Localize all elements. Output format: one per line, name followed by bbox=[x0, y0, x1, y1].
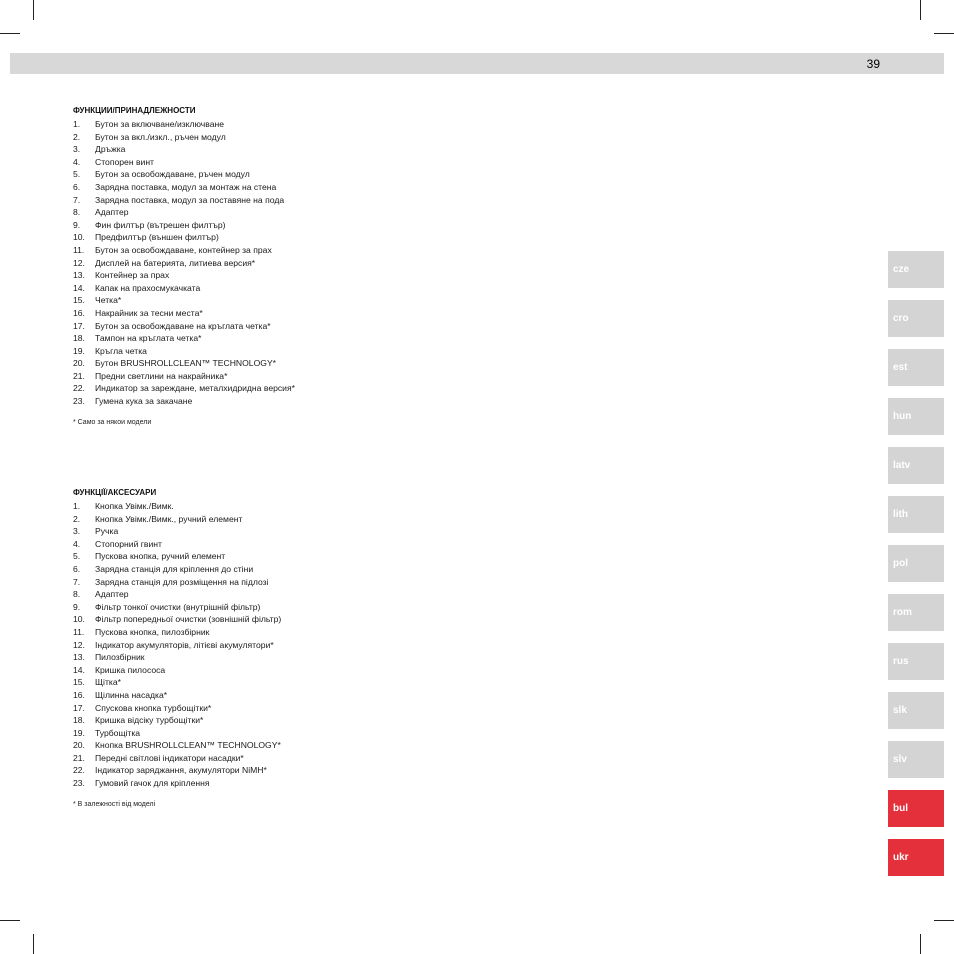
list-item bbox=[73, 702, 281, 715]
item-text: Спускова кнопка турбощітки* bbox=[95, 702, 212, 713]
list-item bbox=[73, 651, 281, 664]
item-number: 11. bbox=[73, 626, 85, 637]
list-item bbox=[73, 143, 295, 156]
item-text: Адаптер bbox=[95, 589, 129, 600]
tab-rom[interactable]: rom bbox=[888, 594, 944, 631]
item-number: 6. bbox=[73, 563, 81, 574]
list-item bbox=[73, 269, 295, 282]
list-item bbox=[73, 282, 295, 295]
list-item bbox=[73, 752, 281, 765]
item-number: 6. bbox=[73, 181, 81, 192]
item-number: 16. bbox=[73, 307, 85, 318]
list-item bbox=[73, 576, 281, 589]
list-item bbox=[73, 563, 281, 576]
item-text: Бутон за вкл./изкл., ръчен модул bbox=[95, 131, 226, 142]
item-number: 18. bbox=[73, 333, 85, 344]
item-text: Пускова кнопка, ручний елемент bbox=[95, 551, 226, 562]
list-item bbox=[73, 118, 295, 131]
list-item bbox=[73, 601, 281, 614]
tab-ukr[interactable]: ukr bbox=[888, 839, 944, 876]
item-text: Гумовий гачок для кріплення bbox=[95, 778, 210, 789]
item-text: Кришка відсіку турбощітки* bbox=[95, 715, 204, 726]
item-text: Предфилтър (външен филтър) bbox=[95, 232, 219, 243]
item-text: Гумена кука за закачане bbox=[95, 396, 193, 407]
item-number: 4. bbox=[73, 538, 81, 549]
header-bar bbox=[10, 53, 944, 74]
crop-mark bbox=[934, 920, 954, 921]
list-item bbox=[73, 345, 295, 358]
section-title: ФУНКЦИИ/ПРИНАДЛЕЖНОСТИ bbox=[73, 106, 196, 115]
item-text: Кнопка Увімк./Вимк. bbox=[95, 501, 174, 511]
list-item bbox=[73, 244, 295, 257]
list-item bbox=[73, 550, 281, 563]
item-text: Стопорен винт bbox=[95, 156, 154, 167]
item-text: Фільтр тонкої очистки (внутрішній фільтр) bbox=[95, 601, 261, 612]
tab-slv[interactable]: slv bbox=[888, 741, 944, 778]
item-text: Адаптер bbox=[95, 207, 129, 218]
list-item bbox=[73, 231, 295, 244]
list-item bbox=[73, 357, 295, 370]
item-number: 3. bbox=[73, 144, 81, 155]
list-item bbox=[73, 257, 295, 270]
item-number: 19. bbox=[73, 345, 85, 356]
item-text: Стопорний гвинт bbox=[95, 538, 162, 549]
item-number: 9. bbox=[73, 601, 81, 612]
item-text: Бутон за освобождаване на кръглата четка* bbox=[95, 320, 271, 331]
list-item bbox=[73, 294, 295, 307]
item-number: 22. bbox=[73, 765, 85, 776]
crop-mark bbox=[920, 0, 921, 20]
item-text: Бутон за включване/изключване bbox=[95, 119, 225, 129]
list-item bbox=[73, 168, 295, 181]
item-text: Кнопка Увімк./Вимк., ручний елемент bbox=[95, 513, 243, 524]
list-item bbox=[73, 525, 281, 538]
tab-slk[interactable]: slk bbox=[888, 692, 944, 729]
item-text: Капак на прахосмукачката bbox=[95, 282, 201, 293]
item-number: 23. bbox=[73, 778, 85, 789]
item-text: Ручка bbox=[95, 526, 119, 537]
tab-hun[interactable]: hun bbox=[888, 398, 944, 435]
item-number: 18. bbox=[73, 715, 85, 726]
item-number: 10. bbox=[73, 614, 85, 625]
list-item bbox=[73, 538, 281, 551]
item-number: 23. bbox=[73, 396, 85, 407]
footnote: * Само за някои модели bbox=[73, 418, 152, 426]
list-item bbox=[73, 588, 281, 601]
list-item bbox=[73, 332, 295, 345]
list-item bbox=[73, 727, 281, 740]
page-number: 39 bbox=[866, 57, 880, 71]
list-item bbox=[73, 689, 281, 702]
list-item bbox=[73, 626, 281, 639]
item-number: 1. bbox=[73, 501, 81, 511]
list-item bbox=[73, 370, 295, 383]
item-text: Дисплей на батерията, литиева версия* bbox=[95, 257, 256, 268]
list-item bbox=[73, 307, 295, 320]
crop-mark bbox=[920, 934, 921, 954]
tab-est[interactable]: est bbox=[888, 349, 944, 386]
item-text: Индикатор за зареждане, металхидридна версия* bbox=[95, 383, 295, 394]
list-item bbox=[73, 613, 281, 626]
item-number: 22. bbox=[73, 383, 85, 394]
list-item bbox=[73, 764, 281, 777]
item-text: Зарядна поставка, модул за монтаж на стена bbox=[95, 181, 277, 192]
item-number: 2. bbox=[73, 131, 81, 142]
tab-latv[interactable]: latv bbox=[888, 447, 944, 484]
crop-mark bbox=[934, 33, 954, 34]
item-text: Дръжка bbox=[95, 144, 126, 155]
item-number: 15. bbox=[73, 295, 85, 306]
list-item bbox=[73, 664, 281, 677]
item-number: 11. bbox=[73, 244, 85, 255]
item-text: Тампон на кръглата четка* bbox=[95, 333, 202, 344]
item-number: 8. bbox=[73, 207, 81, 218]
item-text: Кнопка BRUSHROLLCLEAN™ TECHNOLOGY* bbox=[95, 740, 281, 751]
item-number: 21. bbox=[73, 370, 85, 381]
item-text: Передні світлові індикатори насадки* bbox=[95, 752, 244, 763]
item-number: 15. bbox=[73, 677, 85, 688]
item-text: Щітка* bbox=[95, 677, 121, 688]
feature-list bbox=[73, 118, 295, 408]
item-text: Індикатор заряджання, акумулятори NiMH* bbox=[95, 765, 267, 776]
item-text: Зарядна станція для розміщення на підлозі bbox=[95, 576, 269, 587]
list-item bbox=[73, 219, 295, 232]
item-number: 13. bbox=[73, 652, 85, 663]
tab-bul[interactable]: bul bbox=[888, 790, 944, 827]
feature-list bbox=[73, 500, 281, 790]
item-number: 5. bbox=[73, 551, 81, 562]
item-number: 19. bbox=[73, 727, 85, 738]
item-text: Пускова кнопка, пилозбірник bbox=[95, 626, 210, 637]
list-item bbox=[73, 513, 281, 526]
item-number: 16. bbox=[73, 689, 85, 700]
item-number: 20. bbox=[73, 358, 85, 369]
list-item bbox=[73, 156, 295, 169]
item-number: 20. bbox=[73, 740, 85, 751]
list-item bbox=[73, 777, 281, 790]
item-number: 1. bbox=[73, 119, 81, 129]
item-number: 10. bbox=[73, 232, 85, 243]
list-item bbox=[73, 500, 281, 513]
list-item bbox=[73, 320, 295, 333]
item-number: 13. bbox=[73, 270, 85, 281]
item-number: 5. bbox=[73, 169, 81, 180]
list-item bbox=[73, 739, 281, 752]
item-number: 17. bbox=[73, 702, 85, 713]
section-bulgarian bbox=[73, 105, 295, 426]
item-number: 7. bbox=[73, 194, 81, 205]
item-text: Бутон за освобождаване, контейнер за прах bbox=[95, 244, 272, 255]
item-number: 12. bbox=[73, 257, 85, 268]
item-number: 8. bbox=[73, 589, 81, 600]
list-item bbox=[73, 639, 281, 652]
tab-cze[interactable]: cze bbox=[888, 251, 944, 288]
item-text: Пилозбірник bbox=[95, 652, 145, 663]
tab-lith[interactable]: lith bbox=[888, 496, 944, 533]
tab-cro[interactable]: cro bbox=[888, 300, 944, 337]
list-item bbox=[73, 714, 281, 727]
list-item bbox=[73, 181, 295, 194]
tab-rus[interactable]: rus bbox=[888, 643, 944, 680]
item-number: 12. bbox=[73, 639, 85, 650]
list-item bbox=[73, 382, 295, 395]
item-text: Бутон за освобождаване, ръчен модул bbox=[95, 169, 250, 180]
item-text: Турбощітка bbox=[95, 727, 141, 738]
item-text: Фин филтър (вътрешен филтър) bbox=[95, 219, 226, 230]
item-text: Четка* bbox=[95, 295, 122, 306]
item-number: 17. bbox=[73, 320, 85, 331]
item-text: Накрайник за тесни места* bbox=[95, 307, 203, 318]
item-text: Предни светлини на накрайника* bbox=[95, 370, 228, 381]
list-item bbox=[73, 131, 295, 144]
item-number: 14. bbox=[73, 282, 85, 293]
item-text: Фільтр попередньої очистки (зовнішній фільтр) bbox=[95, 614, 282, 625]
section-title: ФУНКЦІЇ/АКСЕСУАРИ bbox=[73, 488, 157, 497]
list-item bbox=[73, 206, 295, 219]
list-item bbox=[73, 395, 295, 408]
crop-mark bbox=[0, 920, 20, 921]
item-number: 4. bbox=[73, 156, 81, 167]
crop-mark bbox=[33, 934, 34, 954]
item-number: 7. bbox=[73, 576, 81, 587]
list-item bbox=[73, 194, 295, 207]
item-text: Індикатор акумуляторів, літієві акумулятори* bbox=[95, 639, 274, 650]
list-item bbox=[73, 676, 281, 689]
item-text: Зарядна станція для кріплення до стіни bbox=[95, 563, 254, 574]
item-text: Кръгла четка bbox=[95, 345, 147, 356]
item-text: Контейнер за прах bbox=[95, 270, 170, 281]
item-text: Кришка пилососа bbox=[95, 664, 166, 675]
item-number: 21. bbox=[73, 752, 85, 763]
footnote: * В залежності від моделі bbox=[73, 800, 156, 808]
section-ukrainian bbox=[73, 487, 281, 808]
item-text: Зарядна поставка, модул за поставяне на пода bbox=[95, 194, 285, 205]
tab-pol[interactable]: pol bbox=[888, 545, 944, 582]
item-text: Бутон BRUSHROLLCLEAN™ TECHNOLOGY* bbox=[95, 358, 277, 369]
crop-mark bbox=[33, 0, 34, 20]
item-number: 14. bbox=[73, 664, 85, 675]
item-number: 9. bbox=[73, 219, 81, 230]
crop-mark bbox=[0, 33, 20, 34]
item-number: 3. bbox=[73, 526, 81, 537]
item-number: 2. bbox=[73, 513, 81, 524]
item-text: Щілинна насадка* bbox=[95, 689, 168, 700]
